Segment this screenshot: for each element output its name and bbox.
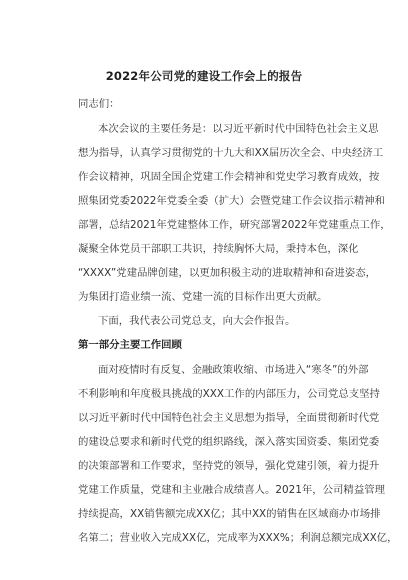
paragraph-3-line-2: 不利影响和年度极具挑战的XXX工作的内部压力，公司党总支坚持 xyxy=(78,388,380,400)
paragraph-3-line-6: 党建工作质量，党建和主业融合成绩喜人。2021年，公司精益管理 xyxy=(78,484,385,496)
document-title: 2022年公司党的建设工作会上的报告 xyxy=(105,69,303,83)
paragraph-1-line-8: 为集团打造业绩一流、党建一流的目标作出更大贡献。 xyxy=(78,291,328,303)
paragraph-3-line-1: 面对疫情时有反复、金融政策收缩、市场进入“寒冬”的外部 xyxy=(98,364,369,376)
paragraph-1-line-3: 作会议精神，巩固全国企党建工作会精神和党史学习教育成效，按 xyxy=(78,171,380,183)
paragraph-1-line-6: 凝聚全体党员干部职工共识，持续胸怀大局，秉持本色，深化 xyxy=(78,243,359,255)
paragraph-1-line-1: 本次会议的主要任务是：以习近平新时代中国特色社会主义思 xyxy=(98,123,379,135)
paragraph-3-line-8: 名第二；营业收入完成XX亿，完成率为XXX%；利润总额完成XX亿， xyxy=(78,532,398,544)
paragraph-1-line-5: 部署，总结2021年党建整体工作，研究部署2022年党建重点工作， xyxy=(78,219,391,231)
paragraph-1-line-7: “XXXX”党建品牌创建，以更加积极主动的进取精神和奋进姿态， xyxy=(78,267,376,279)
salutation: 同志们： xyxy=(78,98,120,110)
paragraph-3-line-3: 以习近平新时代中国特色社会主义思想为指导，全面贯彻新时代党 xyxy=(78,412,380,424)
paragraph-3-line-7: 持续提高，XX销售额完成XX亿；其中XX的销售在区域商办市场排 xyxy=(78,508,381,520)
paragraph-2: 下面，我代表公司党总支，向大会作报告。 xyxy=(98,315,296,327)
paragraph-3-line-4: 的建设总要求和新时代党的组织路线，深入落实国资委、集团党委 xyxy=(78,436,380,448)
paragraph-1-line-2: 想为指导，认真学习贯彻党的十九大和XX届历次全会、中央经济工 xyxy=(78,147,384,159)
paragraph-3-line-5: 的决策部署和工作要求，坚持党的领导，强化党建引领，着力提升 xyxy=(78,460,380,472)
section-1-heading: 第一部分主要工作回顾 xyxy=(78,339,182,351)
paragraph-1-line-4: 照集团党委2022年党委全委（扩大）会暨党建工作会议指示精神和 xyxy=(78,195,385,207)
